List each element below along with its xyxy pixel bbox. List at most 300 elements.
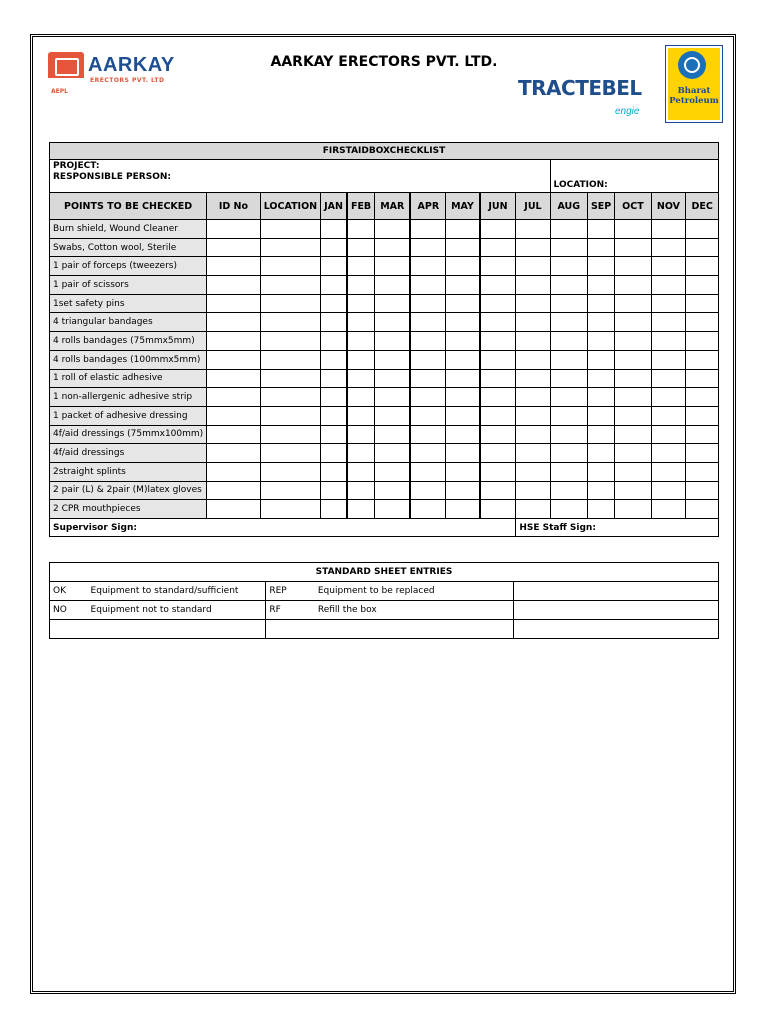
checklist-item-label: 4 rolls bandages (75mmx5mm) [50,332,207,351]
checklist-entry-cell[interactable] [587,332,614,351]
checklist-entry-cell[interactable] [410,500,446,519]
checklist-entry-cell[interactable] [260,388,320,407]
checklist-entry-cell[interactable] [550,444,587,463]
standard-description: Equipment to be replaced [315,582,513,601]
checklist-entry-cell[interactable] [347,462,375,481]
checklist-entry-cell[interactable] [686,257,719,276]
checklist-header-row [50,193,719,220]
checklist-entry-cell[interactable] [260,425,320,444]
checklist-entry-cell[interactable] [347,481,375,500]
checklist-item-label: 2straight splints [50,462,207,481]
checklist-entry-cell[interactable] [516,332,550,351]
checklist-entry-cell[interactable] [516,369,550,388]
checklist-entry-cell[interactable] [480,425,516,444]
checklist-entry-cell[interactable] [375,406,411,425]
checklist-entry-cell[interactable] [587,238,614,257]
checklist-entry-cell[interactable] [550,238,587,257]
column-header: DEC [686,193,719,220]
checklist-entry-cell[interactable] [321,388,347,407]
checklist-entry-cell[interactable] [516,276,550,295]
checklist-entry-cell[interactable] [615,462,651,481]
checklist-entry-cell[interactable] [375,481,411,500]
engie-logo: engie [615,106,640,117]
checklist-entry-cell[interactable] [260,481,320,500]
checklist-entry-cell[interactable] [615,425,651,444]
column-header: JAN [321,193,347,220]
checklist-item-label: 2 CPR mouthpieces [50,500,207,519]
standard-code: OK [50,582,88,601]
standard-empty-cell [50,620,266,639]
checklist-entry-cell[interactable] [321,332,347,351]
checklist-entry-cell[interactable] [587,369,614,388]
checklist-item-label: Burn shield, Wound Cleaner [50,220,207,239]
checklist-entry-cell[interactable] [446,369,480,388]
checklist-entry-cell[interactable] [260,313,320,332]
checklist-entry-cell[interactable] [615,313,651,332]
checklist-entry-cell[interactable] [347,220,375,239]
table-row [50,481,719,500]
checklist-entry-cell[interactable] [260,257,320,276]
checklist-entry-cell[interactable] [347,313,375,332]
checklist-entry-cell[interactable] [686,406,719,425]
checklist-item-label: 4 rolls bandages (100mmx5mm) [50,350,207,369]
checklist-entry-cell[interactable] [615,388,651,407]
table-row [50,294,719,313]
checklist-entry-cell[interactable] [260,462,320,481]
checklist-entry-cell[interactable] [686,369,719,388]
checklist-entry-cell[interactable] [615,406,651,425]
checklist-entry-cell[interactable] [321,350,347,369]
checklist-title: FIRSTAIDBOXCHECKLIST [50,143,719,160]
checklist-item-label: 1 pair of forceps (tweezers) [50,257,207,276]
checklist-entry-cell[interactable] [207,406,261,425]
checklist-entry-cell[interactable] [480,388,516,407]
checklist-entry-cell[interactable] [480,238,516,257]
checklist-entry-cell[interactable] [375,462,411,481]
checklist-entry-cell[interactable] [410,425,446,444]
checklist-entry-cell[interactable] [321,406,347,425]
column-header: MAY [446,193,480,220]
checklist-entry-cell[interactable] [207,500,261,519]
checklist-entry-cell[interactable] [260,444,320,463]
column-header: AUG [550,193,587,220]
standard-entries-title: STANDARD SHEET ENTRIES [50,563,719,582]
standard-description: Equipment to standard/sufficient [88,582,266,601]
checklist-entry-cell[interactable] [550,369,587,388]
checklist-entry-cell[interactable] [260,500,320,519]
checklist-entry-cell[interactable] [516,388,550,407]
checklist-entry-cell[interactable] [446,238,480,257]
checklist-entry-cell[interactable] [347,444,375,463]
checklist-entry-cell[interactable] [615,294,651,313]
table-row [50,369,719,388]
checklist-entry-cell[interactable] [516,238,550,257]
checklist-entry-cell[interactable] [260,238,320,257]
checklist-entry-cell[interactable] [516,350,550,369]
table-row [50,350,719,369]
checklist-entry-cell[interactable] [410,238,446,257]
checklist-entry-cell[interactable] [550,462,587,481]
standard-empty-cell [266,620,513,639]
checklist-entry-cell[interactable] [321,425,347,444]
checklist-entry-cell[interactable] [410,294,446,313]
checklist-entry-cell[interactable] [410,481,446,500]
checklist-entry-cell[interactable] [516,313,550,332]
checklist-entry-cell[interactable] [615,332,651,351]
checklist-entry-cell[interactable] [480,406,516,425]
checklist-entry-cell[interactable] [651,238,686,257]
checklist-item-label: Swabs, Cotton wool, Sterile [50,238,207,257]
checklist-entry-cell[interactable] [651,220,686,239]
checklist-entry-cell[interactable] [686,444,719,463]
checklist-entry-cell[interactable] [587,462,614,481]
checklist-entry-cell[interactable] [587,313,614,332]
checklist-entry-cell[interactable] [207,313,261,332]
checklist-entry-cell[interactable] [480,462,516,481]
checklist-entry-cell[interactable] [516,220,550,239]
checklist-entry-cell[interactable] [651,332,686,351]
checklist-entry-cell[interactable] [410,313,446,332]
table-row [50,601,719,620]
checklist-entry-cell[interactable] [446,313,480,332]
checklist-entry-cell[interactable] [550,257,587,276]
checklist-item-label: 1set safety pins [50,294,207,313]
checklist-entry-cell[interactable] [446,332,480,351]
checklist-entry-cell[interactable] [207,425,261,444]
checklist-entry-cell[interactable] [480,444,516,463]
tractebel-logo: TRACTEBEL [518,76,642,100]
checklist-entry-cell[interactable] [410,257,446,276]
standard-empty-cell [513,620,718,639]
checklist-entry-cell[interactable] [686,220,719,239]
checklist-entry-cell[interactable] [516,444,550,463]
checklist-entry-cell[interactable] [321,444,347,463]
checklist-entry-cell[interactable] [321,238,347,257]
checklist-entry-cell[interactable] [375,444,411,463]
checklist-entry-cell[interactable] [587,406,614,425]
checklist-entry-cell[interactable] [651,444,686,463]
checklist-entry-cell[interactable] [587,257,614,276]
checklist-entry-cell[interactable] [587,481,614,500]
checklist-entry-cell[interactable] [480,350,516,369]
aarkay-logo-subtext: ERECTORS PVT. LTD [90,77,165,84]
checklist-entry-cell[interactable] [260,406,320,425]
checklist-entry-cell[interactable] [446,462,480,481]
checklist-entry-cell[interactable] [550,276,587,295]
checklist-entry-cell[interactable] [321,313,347,332]
checklist-entry-cell[interactable] [410,462,446,481]
bpcl-emblem-icon [678,51,706,79]
checklist-entry-cell[interactable] [375,313,411,332]
checklist-entry-cell[interactable] [615,276,651,295]
table-row [50,313,719,332]
checklist-entry-cell[interactable] [480,276,516,295]
table-row [50,332,719,351]
checklist-entry-cell[interactable] [375,238,411,257]
checklist-entry-cell[interactable] [480,500,516,519]
standard-description: Refill the box [315,601,513,620]
checklist-entry-cell[interactable] [516,462,550,481]
checklist-entry-cell[interactable] [410,350,446,369]
checklist-entry-cell[interactable] [207,238,261,257]
checklist-item-label: 2 pair (L) & 2pair (M)latex gloves [50,481,207,500]
checklist-entry-cell[interactable] [651,257,686,276]
checklist-entry-cell[interactable] [516,257,550,276]
checklist-entry-cell[interactable] [375,500,411,519]
checklist-entry-cell[interactable] [446,276,480,295]
checklist-entry-cell[interactable] [550,481,587,500]
company-title: AARKAY ERECTORS PVT. LTD. [270,54,498,70]
checklist-entry-cell[interactable] [480,313,516,332]
checklist-entry-cell[interactable] [615,369,651,388]
checklist-item-label: 1 roll of elastic adhesive [50,369,207,388]
table-row [50,238,719,257]
checklist-entry-cell[interactable] [480,481,516,500]
table-row [50,388,719,407]
table-row [50,444,719,463]
column-header: APR [410,193,446,220]
column-header: OCT [615,193,651,220]
checklist-entry-cell[interactable] [480,369,516,388]
checklist-entry-cell[interactable] [480,220,516,239]
checklist-entry-cell[interactable] [651,294,686,313]
table-row [50,257,719,276]
checklist-entry-cell[interactable] [651,350,686,369]
checklist-entry-cell[interactable] [615,220,651,239]
checklist-item-label: 4f/aid dressings [50,444,207,463]
checklist-entry-cell[interactable] [550,388,587,407]
checklist-entry-cell[interactable] [686,238,719,257]
checklist-entry-cell[interactable] [615,444,651,463]
checklist-entry-cell[interactable] [686,425,719,444]
checklist-entry-cell[interactable] [347,257,375,276]
column-header: FEB [347,193,375,220]
checklist-entry-cell[interactable] [207,444,261,463]
table-row [50,462,719,481]
checklist-entry-cell[interactable] [651,462,686,481]
checklist-entry-cell[interactable] [410,369,446,388]
checklist-entry-cell[interactable] [260,369,320,388]
checklist-entry-cell[interactable] [550,406,587,425]
checklist-entry-cell[interactable] [446,220,480,239]
column-header: SEP [587,193,614,220]
checklist-entry-cell[interactable] [375,332,411,351]
checklist-entry-cell[interactable] [686,276,719,295]
hse-staff-sign-label: HSE Staff Sign: [516,519,719,537]
aarkay-logo [48,52,178,95]
table-row [50,425,719,444]
checklist-entry-cell[interactable] [347,332,375,351]
checklist-entry-cell[interactable] [207,257,261,276]
checklist-entry-cell[interactable] [375,425,411,444]
standard-empty-cell [513,601,718,620]
checklist-item-label: 1 pair of scissors [50,276,207,295]
checklist-entry-cell[interactable] [375,388,411,407]
checklist-entry-cell[interactable] [615,500,651,519]
checklist-entry-cell[interactable] [550,425,587,444]
checklist-entry-cell[interactable] [207,220,261,239]
checklist-entry-cell[interactable] [410,276,446,295]
checklist-entry-cell[interactable] [516,294,550,313]
checklist-entry-cell[interactable] [446,388,480,407]
checklist-entry-cell[interactable] [375,276,411,295]
checklist-entry-cell[interactable] [446,406,480,425]
aarkay-mark-icon [48,52,84,95]
checklist-entry-cell[interactable] [615,481,651,500]
checklist-entry-cell[interactable] [321,500,347,519]
checklist-entry-cell[interactable] [686,332,719,351]
checklist-entry-cell[interactable] [651,388,686,407]
checklist-entry-cell[interactable] [446,257,480,276]
checklist-entry-cell[interactable] [321,220,347,239]
checklist-item-label: 1 packet of adhesive dressing [50,406,207,425]
checklist-entry-cell[interactable] [480,257,516,276]
checklist-entry-cell[interactable] [686,388,719,407]
checklist-entry-cell[interactable] [260,350,320,369]
checklist-entry-cell[interactable] [375,294,411,313]
column-header: LOCATION [260,193,320,220]
checklist-entry-cell[interactable] [207,369,261,388]
checklist-entry-cell[interactable] [587,425,614,444]
checklist-entry-cell[interactable] [686,350,719,369]
checklist-entry-cell[interactable] [260,276,320,295]
checklist-entry-cell[interactable] [375,257,411,276]
standard-code: RF [266,601,315,620]
checklist-entry-cell[interactable] [347,276,375,295]
checklist-entry-cell[interactable] [446,481,480,500]
checklist-entry-cell[interactable] [446,425,480,444]
bpcl-logo-line2: Petroleum [669,96,719,106]
checklist-entry-cell[interactable] [516,500,550,519]
checklist-entry-cell[interactable] [207,294,261,313]
checklist-entry-cell[interactable] [207,388,261,407]
checklist-entry-cell[interactable] [410,406,446,425]
standard-code: REP [266,582,315,601]
checklist-entry-cell[interactable] [446,350,480,369]
column-header: JUN [480,193,516,220]
checklist-entry-cell[interactable] [321,257,347,276]
checklist-entry-cell[interactable] [550,350,587,369]
checklist-entry-cell[interactable] [347,406,375,425]
checklist-entry-cell[interactable] [260,294,320,313]
bharat-petroleum-logo [665,45,723,123]
supervisor-sign-label: Supervisor Sign: [50,519,516,537]
checklist-entry-cell[interactable] [516,481,550,500]
checklist-entry-cell[interactable] [207,350,261,369]
checklist-entry-cell[interactable] [207,332,261,351]
checklist-entry-cell[interactable] [321,369,347,388]
bpcl-logo-line1: Bharat [677,86,711,96]
checklist-entry-cell[interactable] [587,350,614,369]
checklist-entry-cell[interactable] [347,350,375,369]
checklist-entry-cell[interactable] [587,388,614,407]
checklist-entry-cell[interactable] [375,369,411,388]
checklist-entry-cell[interactable] [347,425,375,444]
checklist-entry-cell[interactable] [347,294,375,313]
location-label: LOCATION: [550,160,718,193]
document-header [48,44,720,134]
checklist-entry-cell[interactable] [651,313,686,332]
standard-empty-cell [513,582,718,601]
checklist-entry-cell[interactable] [347,369,375,388]
checklist-entry-cell[interactable] [347,388,375,407]
checklist-entry-cell[interactable] [615,238,651,257]
checklist-entry-cell[interactable] [480,294,516,313]
checklist-entry-cell[interactable] [321,462,347,481]
checklist-entry-cell[interactable] [321,276,347,295]
column-header: NOV [651,193,686,220]
checklist-entry-cell[interactable] [410,444,446,463]
checklist-entry-cell[interactable] [207,462,261,481]
checklist-entry-cell[interactable] [686,313,719,332]
checklist-entry-cell[interactable] [446,294,480,313]
checklist-entry-cell[interactable] [260,332,320,351]
project-label: PROJECT: [50,160,551,173]
checklist-entry-cell[interactable] [550,294,587,313]
checklist-entry-cell[interactable] [446,444,480,463]
checklist-entry-cell[interactable] [651,425,686,444]
checklist-entry-cell[interactable] [686,500,719,519]
table-row [50,582,719,601]
table-row [50,276,719,295]
checklist-entry-cell[interactable] [587,294,614,313]
checklist-entry-cell[interactable] [587,276,614,295]
checklist-entry-cell[interactable] [207,481,261,500]
checklist-entry-cell[interactable] [651,369,686,388]
checklist-entry-cell[interactable] [686,481,719,500]
checklist-entry-cell[interactable] [480,332,516,351]
checklist-entry-cell[interactable] [375,220,411,239]
checklist-entry-cell[interactable] [587,220,614,239]
checklist-entry-cell[interactable] [347,500,375,519]
checklist-entry-cell[interactable] [686,462,719,481]
checklist-entry-cell[interactable] [321,481,347,500]
checklist-entry-cell[interactable] [410,220,446,239]
checklist-entry-cell[interactable] [651,481,686,500]
checklist-entry-cell[interactable] [615,350,651,369]
checklist-entry-cell[interactable] [446,500,480,519]
aarkay-mark-text: AEPL [51,88,68,95]
checklist-entry-cell[interactable] [550,313,587,332]
checklist-entry-cell[interactable] [615,257,651,276]
checklist-entry-cell[interactable] [686,294,719,313]
column-header: MAR [375,193,411,220]
checklist-entry-cell[interactable] [410,332,446,351]
first-aid-checklist-table [49,142,719,537]
checklist-item-label: 4 triangular bandages [50,313,207,332]
checklist-entry-cell[interactable] [260,220,320,239]
checklist-item-label: 1 non-allergenic adhesive strip [50,388,207,407]
checklist-entry-cell[interactable] [207,276,261,295]
checklist-entry-cell[interactable] [321,294,347,313]
checklist-entry-cell[interactable] [550,500,587,519]
checklist-entry-cell[interactable] [347,238,375,257]
checklist-entry-cell[interactable] [651,276,686,295]
checklist-entry-cell[interactable] [550,332,587,351]
checklist-entry-cell[interactable] [651,406,686,425]
checklist-entry-cell[interactable] [651,500,686,519]
checklist-entry-cell[interactable] [550,220,587,239]
checklist-entry-cell[interactable] [410,388,446,407]
checklist-entry-cell[interactable] [587,444,614,463]
checklist-entry-cell[interactable] [516,425,550,444]
checklist-entry-cell[interactable] [375,350,411,369]
standard-code: NO [50,601,88,620]
standard-sheet-entries-table [49,562,719,639]
table-row [50,220,719,239]
checklist-entry-cell[interactable] [516,406,550,425]
checklist-entry-cell[interactable] [587,500,614,519]
